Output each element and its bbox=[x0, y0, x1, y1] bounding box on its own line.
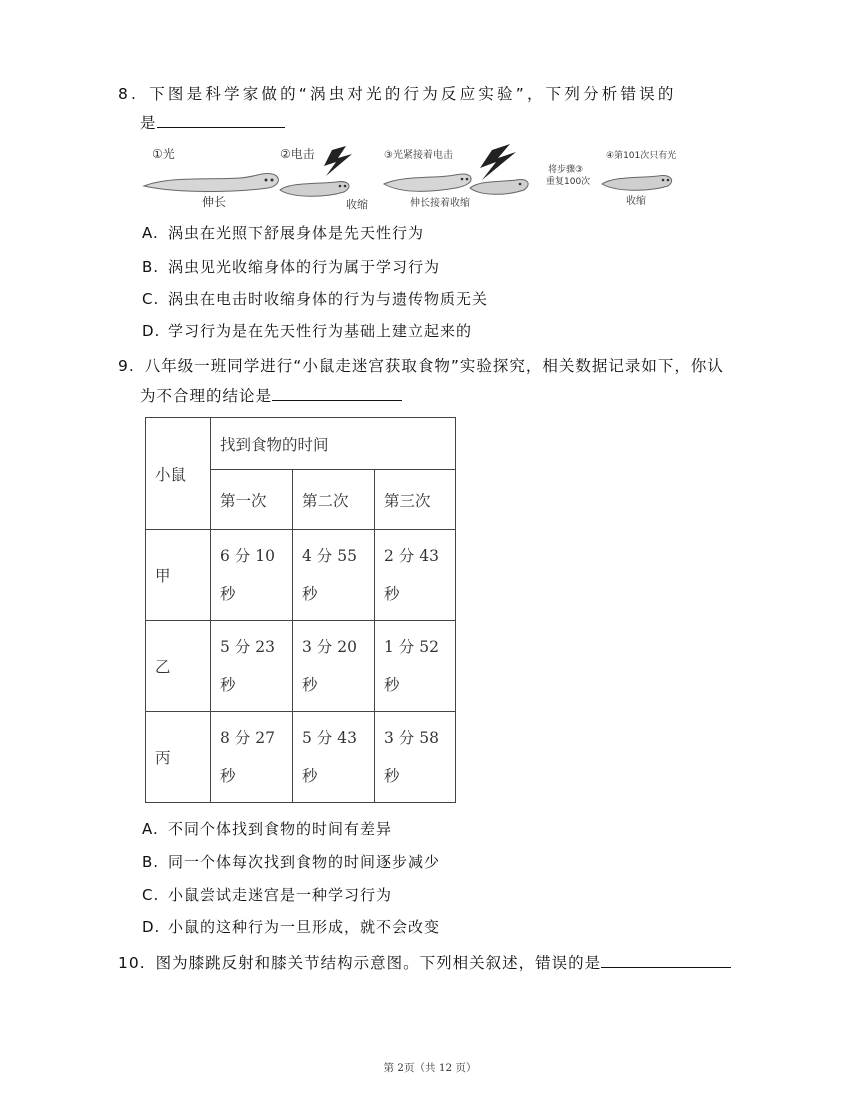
fig-label-contract-1: 收缩 bbox=[346, 198, 368, 211]
q9-option-a[interactable]: A. 不同个体找到食物的时间有差异 bbox=[142, 820, 393, 838]
question-9-number: 9. bbox=[118, 357, 135, 375]
table-cell: 1 分 52 秒 bbox=[375, 621, 456, 712]
q9-option-c[interactable]: C. 小鼠尝试走迷宫是一种学习行为 bbox=[142, 886, 393, 904]
table-row bbox=[146, 621, 456, 712]
fig-label-101st-light-only: ④第101次只有光 bbox=[606, 151, 677, 161]
worm-contracted-3 bbox=[602, 176, 672, 191]
q8-option-a[interactable]: A. 涡虫在光照下舒展身体是先天性行为 bbox=[142, 224, 425, 242]
worm-stretched-2 bbox=[384, 174, 471, 191]
q8-option-c[interactable]: C. 涡虫在电击时收缩身体的行为与遗传物质无关 bbox=[142, 290, 489, 308]
table-cell: 8 分 27 秒 bbox=[211, 712, 293, 803]
table-cell: 3 分 20 秒 bbox=[293, 621, 375, 712]
fig-label-stretch: 伸长 bbox=[202, 195, 227, 209]
worm-contracted-2 bbox=[470, 180, 528, 195]
question-9-line-1 bbox=[118, 354, 724, 376]
q9-option-b[interactable]: B. 同一个体每次找到食物的时间逐步减少 bbox=[142, 853, 441, 871]
fig-label-shock: ②电击 bbox=[280, 147, 315, 161]
fig-label-stretch-then-contract: 伸长接着收缩 bbox=[410, 198, 470, 209]
fig-label-light: ①光 bbox=[152, 147, 175, 161]
question-10-line-1 bbox=[118, 951, 731, 973]
worm-contracted-1 bbox=[280, 182, 349, 197]
table-cell: 4 分 55 秒 bbox=[293, 530, 375, 621]
row-label: 乙 bbox=[146, 621, 211, 712]
q9-option-d[interactable]: D. 小鼠的这种行为一旦形成，就不会改变 bbox=[142, 918, 441, 936]
table-cell: 6 分 10 秒 bbox=[211, 530, 293, 621]
table-cell: 3 分 58 秒 bbox=[375, 712, 456, 803]
table-group-header: 找到食物的时间 bbox=[211, 418, 456, 470]
lightning-icon-2 bbox=[480, 144, 516, 180]
question-10-number: 10. bbox=[118, 954, 146, 972]
table-cell: 5 分 23 秒 bbox=[211, 621, 293, 712]
question-9-text: 八年级一班同学进行“小鼠走迷宫获取食物”实验探究，相关数据记录如下，你认 bbox=[144, 357, 724, 375]
worm-stretched-1 bbox=[144, 174, 278, 192]
question-9-text-cont: 为不合理的结论是 bbox=[140, 387, 273, 405]
column-header-1: 第一次 bbox=[211, 470, 293, 530]
table-row bbox=[146, 530, 456, 621]
answer-blank-9[interactable] bbox=[272, 384, 402, 401]
maze-data-table bbox=[145, 417, 456, 803]
question-8-line-2 bbox=[140, 111, 285, 133]
fig-label-repeat-100: 重复100次 bbox=[546, 177, 591, 187]
question-8-text-cont: 是 bbox=[140, 114, 157, 132]
fig-label-repeat-step3: 将步骤③ bbox=[548, 165, 584, 175]
question-8-text: 下图是科学家做的“涡虫对光的行为反应实验”，下列分析错误的 bbox=[149, 85, 677, 103]
column-header-3: 第三次 bbox=[375, 470, 456, 530]
row-label: 甲 bbox=[146, 530, 211, 621]
question-9-line-2 bbox=[140, 384, 402, 406]
fig-label-contract-2: 收缩 bbox=[626, 196, 646, 207]
table-row bbox=[146, 712, 456, 803]
q8-option-d[interactable]: D. 学习行为是在先天性行为基础上建立起来的 bbox=[142, 322, 473, 340]
page-footer: 第 2页（共 12 页） bbox=[383, 1062, 477, 1074]
lightning-icon-1 bbox=[324, 146, 352, 176]
question-10-text: 图为膝跳反射和膝关节结构示意图。下列相关叙述，错误的是 bbox=[155, 954, 602, 972]
table-cell: 2 分 43 秒 bbox=[375, 530, 456, 621]
planarian-experiment-figure bbox=[140, 142, 700, 212]
q8-option-b[interactable]: B. 涡虫见光收缩身体的行为属于学习行为 bbox=[142, 258, 441, 276]
answer-blank-8[interactable] bbox=[157, 111, 285, 128]
question-8-line-1 bbox=[118, 82, 677, 104]
fig-label-light-then-shock: ③光紧接着电击 bbox=[384, 150, 453, 161]
column-header-2: 第二次 bbox=[293, 470, 375, 530]
question-8-number: 8. bbox=[118, 85, 140, 103]
table-corner-header: 小鼠 bbox=[146, 418, 211, 530]
answer-blank-10[interactable] bbox=[601, 951, 731, 968]
row-label: 丙 bbox=[146, 712, 211, 803]
table-cell: 5 分 43 秒 bbox=[293, 712, 375, 803]
